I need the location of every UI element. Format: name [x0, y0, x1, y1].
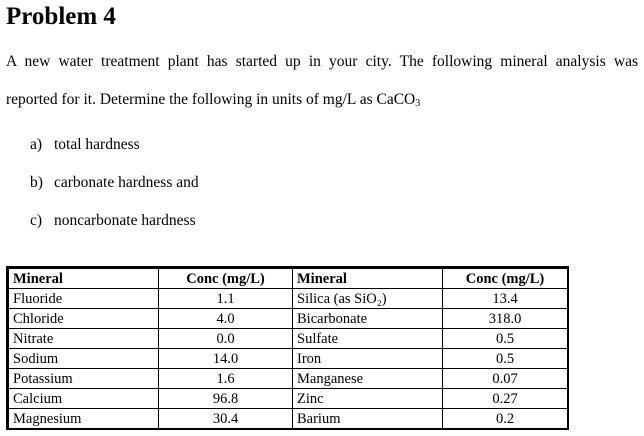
cell-conc: 96.8 [159, 389, 293, 409]
cell-mineral: Nitrate [9, 329, 159, 349]
header-conc-2: Conc (mg/L) [443, 269, 568, 289]
cell-conc: 0.2 [443, 409, 568, 429]
cell-mineral: Sodium [9, 349, 159, 369]
cell-conc: 0.0 [159, 329, 293, 349]
cell-mineral: Manganese [293, 369, 443, 389]
table-header-row [9, 269, 568, 289]
cell-conc: 4.0 [159, 309, 293, 329]
header-mineral-2: Mineral [293, 269, 443, 289]
cell-conc: 0.5 [443, 329, 568, 349]
table-row [9, 409, 568, 429]
cell-mineral: Zinc [293, 389, 443, 409]
cell-conc: 0.5 [443, 349, 568, 369]
cell-mineral: Chloride [9, 309, 159, 329]
cell-mineral: Potassium [9, 369, 159, 389]
table-row [9, 369, 568, 389]
part-letter: a) [30, 136, 43, 153]
table-row [9, 349, 568, 369]
table-row [9, 389, 568, 409]
caco3-subscript: 3 [415, 98, 421, 109]
cell-conc: 318.0 [443, 309, 568, 329]
cell-conc: 30.4 [159, 409, 293, 429]
cell-mineral: Barium [293, 409, 443, 429]
cell-conc: 1.6 [159, 369, 293, 389]
cell-conc: 14.0 [159, 349, 293, 369]
cell-conc: 1.1 [159, 289, 293, 309]
cell-mineral: Iron [293, 349, 443, 369]
cell-mineral: Silica (as SiO₂) [293, 289, 443, 309]
header-conc-1: Conc (mg/L) [159, 269, 293, 289]
cell-mineral: Calcium [9, 389, 159, 409]
mineral-table [8, 268, 568, 429]
cell-conc: 0.07 [443, 369, 568, 389]
table-row [9, 289, 568, 309]
problem-statement [6, 43, 638, 119]
table-row [9, 309, 568, 329]
part-letter: b) [30, 174, 43, 191]
question-part-b [30, 174, 199, 212]
cell-mineral: Sulfate [293, 329, 443, 349]
part-text: total hardness [54, 136, 140, 153]
question-part-c [30, 212, 199, 250]
table-row [9, 329, 568, 349]
cell-mineral: Bicarbonate [293, 309, 443, 329]
question-part-a [30, 136, 199, 174]
mineral-analysis-table [6, 266, 569, 430]
cell-conc: 13.4 [443, 289, 568, 309]
page-title: Problem 4 [6, 3, 116, 30]
question-parts [30, 136, 199, 250]
statement-line-2-text: reported for it. Determine the following in units of mg/L as CaCO [6, 91, 416, 108]
cell-mineral: Fluoride [9, 289, 159, 309]
cell-mineral: Magnesium [9, 409, 159, 429]
statement-line-2 [6, 81, 638, 119]
cell-conc: 0.27 [443, 389, 568, 409]
statement-line-1: A new water treatment plant has started up in your city. The following mineral analysis was [6, 53, 638, 70]
part-letter: c) [30, 212, 43, 229]
part-text: carbonate hardness and [54, 174, 199, 191]
part-text: noncarbonate hardness [54, 212, 196, 229]
header-mineral-1: Mineral [9, 269, 159, 289]
